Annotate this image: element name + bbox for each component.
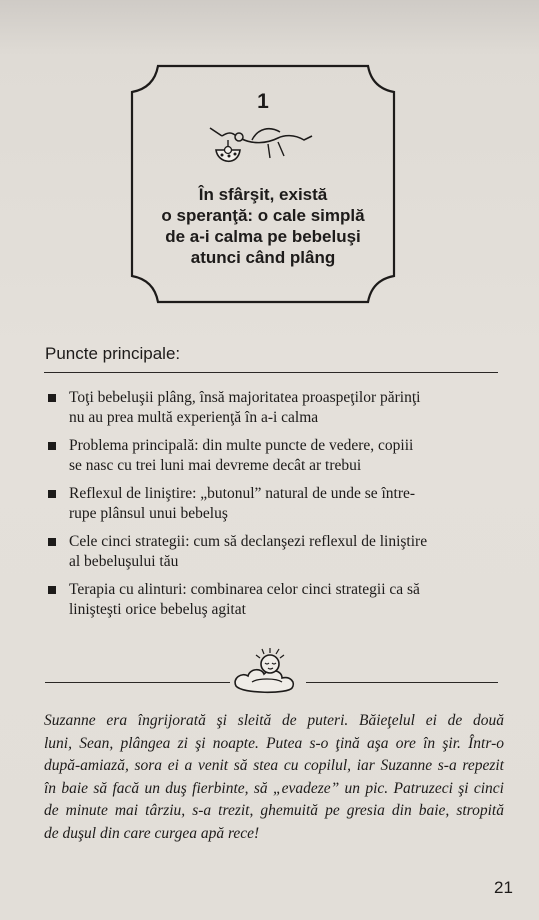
square-bullet-icon bbox=[48, 394, 56, 402]
list-item-line: rupe plânsul unui bebeluş bbox=[69, 505, 228, 522]
sleeping-baby-on-cloud-icon bbox=[230, 648, 306, 703]
story-line: de duşul din care curgea apă rece! bbox=[44, 824, 260, 842]
list-item-line: linişteşti orice bebeluş agitat bbox=[69, 601, 246, 618]
page-number: 21 bbox=[494, 878, 513, 897]
heading-rule bbox=[44, 372, 498, 373]
list-item bbox=[44, 484, 504, 524]
list-item bbox=[44, 388, 504, 428]
list-item-line: se nasc cu trei luni mai devreme decât ar trebui bbox=[69, 457, 362, 474]
list-item bbox=[44, 436, 504, 476]
chapter-title bbox=[138, 184, 388, 268]
square-bullet-icon bbox=[48, 586, 56, 594]
story-line: luni, Sean, plângea zi şi noapte. Putea s-o ţină aşa ore în şir. Într-o bbox=[44, 734, 504, 752]
chapter-title-line: atunci când plâng bbox=[190, 248, 336, 267]
list-item-line: Reflexul de liniştire: „butonul” natural de unde se între- bbox=[69, 485, 416, 502]
story-line: după-amiază, sora ei a venit să stea cu copilul, iar Suzanne s-a repezit bbox=[44, 757, 504, 774]
list-item-line: Problema principală: din multe puncte de vedere, copiii bbox=[69, 437, 414, 454]
square-bullet-icon bbox=[48, 490, 56, 498]
list-item-line: Cele cinci strategii: cum să declanşezi reflexul de liniştire bbox=[69, 533, 428, 550]
square-bullet-icon bbox=[48, 442, 56, 450]
key-points-list bbox=[44, 388, 504, 628]
list-item-line: Terapia cu alinturi: combinarea celor cinci strategii ca să bbox=[69, 581, 420, 598]
list-item bbox=[44, 532, 504, 572]
square-bullet-icon bbox=[48, 538, 56, 546]
story-line: în baie să facă un duş fierbinte, să „evadeze” un pic. Patruzeci şi cinci bbox=[44, 779, 504, 797]
chapter-number: 1 bbox=[257, 90, 269, 113]
list-item-line: Toţi bebeluşii plâng, însă majoritatea proaspeţilor părinţi bbox=[69, 389, 421, 406]
chapter-title-line: o speranţă: o cale simplă bbox=[161, 206, 365, 225]
chapter-title-box bbox=[128, 62, 398, 306]
story-line: Suzanne era îngrijorată şi sleită de puteri. Băieţelul ei de două bbox=[44, 712, 504, 729]
chapter-title-line: În sfârşit, există bbox=[198, 185, 328, 204]
story-paragraph bbox=[44, 710, 504, 845]
list-item bbox=[44, 580, 504, 620]
key-points-heading: Puncte principale: bbox=[45, 344, 181, 363]
chapter-title-line: de a-i calma pe bebeluşi bbox=[165, 227, 361, 246]
section-divider-right bbox=[306, 682, 498, 683]
list-item-line: al bebeluşului tău bbox=[69, 553, 179, 570]
list-item-line: nu au prea multă experienţă în a-i calma bbox=[69, 409, 319, 426]
section-divider-left bbox=[45, 682, 230, 683]
story-line: de minute mai târziu, s-a trezit, ghemuită pe gresia din baie, stropită bbox=[44, 802, 504, 819]
